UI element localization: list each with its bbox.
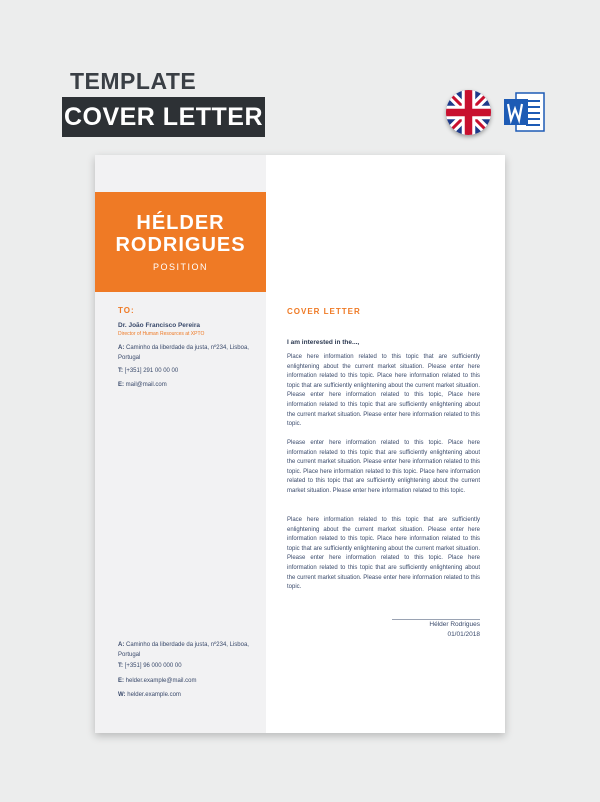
sender-email: E: helder.example@mail.com xyxy=(118,678,197,684)
letter-title: COVER LETTER xyxy=(287,307,361,316)
recipient-name: Dr. João Francisco Pereira xyxy=(118,322,201,329)
header-template: TEMPLATE xyxy=(70,68,197,94)
letter-greeting: I am interested in the..., xyxy=(287,339,360,346)
recipient-phone: T: [+351] 291 00 00 00 xyxy=(118,368,179,374)
cover-letter-page xyxy=(95,155,505,733)
signature-line xyxy=(392,619,480,620)
position-label: POSITION xyxy=(152,262,208,272)
recipient-title: Director of Human Resources at XPTO xyxy=(118,331,205,337)
sidebar xyxy=(95,155,266,733)
to-label: TO: xyxy=(118,306,135,315)
signature-date: 01/01/2018 xyxy=(447,631,480,638)
letter-paragraph: Please enter here information related to this topic. Place here information related to this topic that are sufficiently enlightening about the current market situation. Please enter here information related to this topic. Place here information related to this topic. Place here information related to this topic that are sufficiently enlightening about the current market situation. Please enter here information related to this topic. xyxy=(287,440,480,494)
sender-address: A: Caminho da liberdade da justa, nº234, Lisboa, Portugal xyxy=(118,642,249,658)
uk-flag-icon xyxy=(446,90,491,135)
recipient-email: E: mail@mail.com xyxy=(118,382,167,388)
last-name: RODRIGUES xyxy=(115,234,246,256)
sender-phone: T: [+351] 96 000 000 00 xyxy=(118,663,182,669)
name-block xyxy=(95,192,266,292)
letter-paragraph: Place here information related to this topic that are sufficiently enlightening about the current market situation. Please enter here information related to this topic. Place here information related to this topic that are sufficiently enlightening about the current market situation. Please enter here information related to this topic. Place here information related to this topic that are sufficiently enlightening about the current market situation. Please enter here information related to this topic. xyxy=(287,517,480,591)
word-icon xyxy=(502,90,546,134)
sender-website: W: helder.example.com xyxy=(118,692,181,698)
recipient-address: A: Caminho da liberdade da justa, nº234, Lisboa, Portugal xyxy=(118,345,249,361)
signature-name: Hélder Rodrigues xyxy=(429,621,480,628)
letter-paragraph: Place here information related to this topic that are sufficiently enlightening about the current market situation. Please enter here information related to this topic. Place here information related to this topic that are sufficiently enlightening about the current market situation. Please enter here information related to this topic, Place here information related to this topic that are sufficiently enlightening about the current market situation. Please enter here information related to this topic. xyxy=(287,354,480,428)
header-cover-letter: COVER LETTER xyxy=(62,97,265,137)
first-name: HÉLDER xyxy=(136,212,225,234)
